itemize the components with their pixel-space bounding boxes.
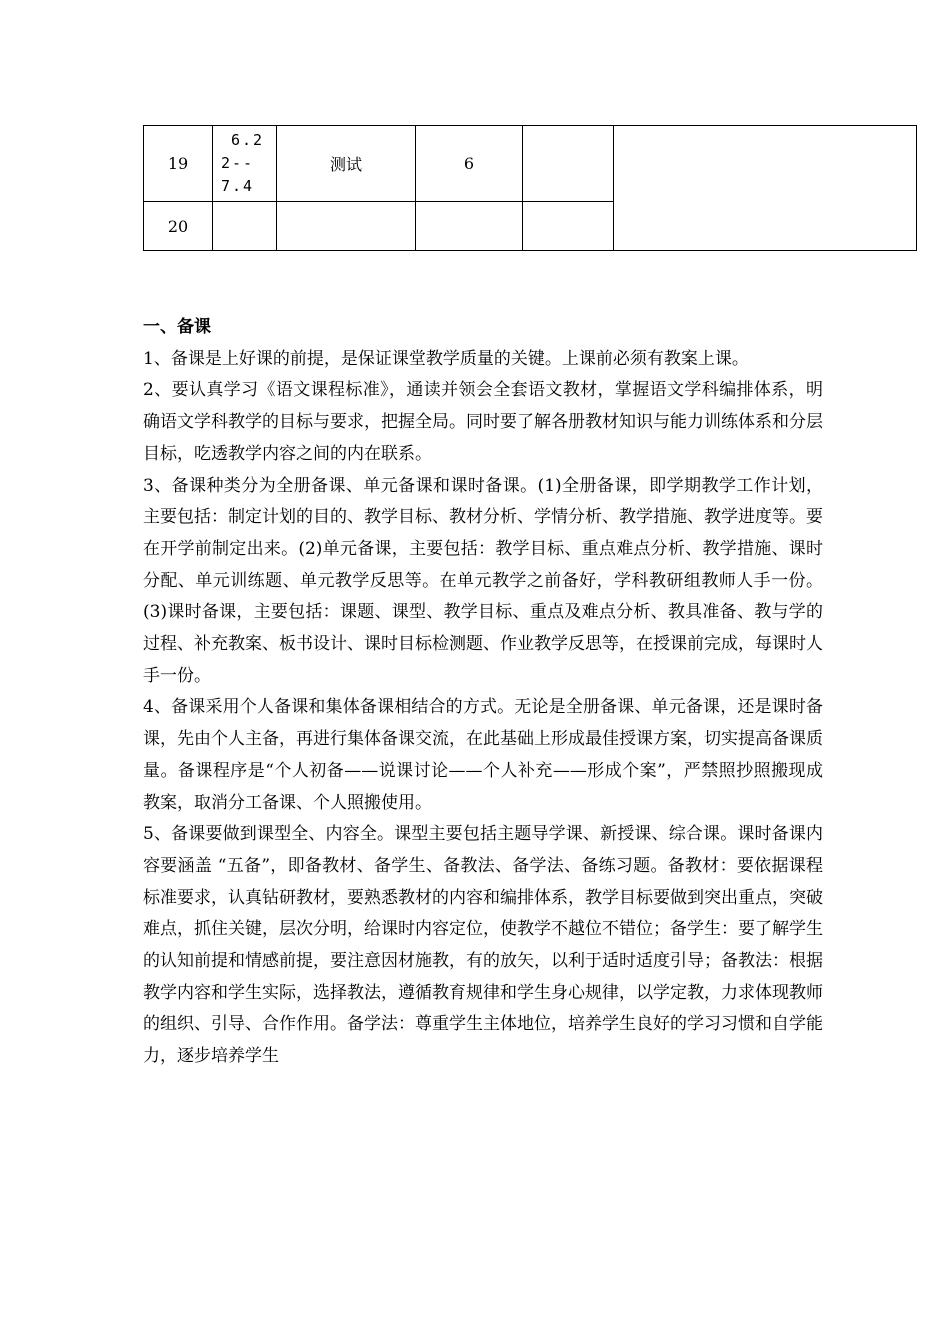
hours-cell: 6 xyxy=(416,126,523,202)
week-cell: 19 xyxy=(144,126,213,202)
paragraph-1: 1、备课是上好课的前提，是保证课堂教学质量的关键。上课前必须有教案上课。 xyxy=(143,348,749,369)
paragraph-4: 4、备课采用个人备课和集体备课相结合的方式。无论是全册备课、单元备课，还是课时备课，先由个人主备，再进行集体备课交流，在此基础上形成最佳授课方案，切实提高备课质量。备课程序是“个人初备——说课讨论——个人补充——形成个案”，严禁照抄照搬现成教案，取消分工备课、个人照搬使用。 xyxy=(143,697,823,813)
week-cell: 20 xyxy=(144,202,213,251)
date-cell xyxy=(213,202,277,251)
schedule-table xyxy=(143,125,917,251)
date-line: 6.2 xyxy=(231,131,265,149)
section-heading: 一、备课 xyxy=(143,317,211,337)
remarks-cell xyxy=(614,126,917,251)
note-cell xyxy=(523,202,614,251)
note-cell xyxy=(523,126,614,202)
paragraph-3: 3、备课种类分为全册备课、单元备课和课时备课。(1)全册备课，即学期教学工作计划，主要包括：制定计划的目的、教学目标、教材分析、学情分析、教学措施、教学进度等。要在开学前制定出来。(2)单元备课，主要包括：教学目标、重点难点分析、教学措施、课时分配、单元训练题、单元教学反思等。在单元教学之前备好，学科教研组教师人手一份。(3)课时备课，主要包括：课题、课型、教学目标、重点及难点分析、教具准备、教与学的过程、补充教案、板书设计、课时目标检测题、作业教学反思等，在授课前完成，每课时人手一份。 xyxy=(143,475,823,686)
table-row xyxy=(144,126,917,202)
hours-cell xyxy=(416,202,523,251)
date-line: 2-- xyxy=(221,154,255,172)
content-cell xyxy=(277,202,416,251)
paragraph-2: 2、要认真学习《语文课程标准》，通读并领会全套语文教材，掌握语文学科编排体系，明确语文学科教学的目标与要求，把握全局。同时要了解各册教材知识与能力训练体系和分层目标，吃透教学内容之间的内在联系。 xyxy=(143,380,823,464)
date-cell xyxy=(213,126,277,202)
content-cell: 测试 xyxy=(277,126,416,202)
document-body xyxy=(143,312,823,1073)
paragraph-5: 5、备课要做到课型全、内容全。课型主要包括主题导学课、新授课、综合课。课时备课内容要涵盖 “五备”，即备教材、备学生、备教法、备学法、备练习题。备教材：要依据课程标准要求，认真钻研教材，要熟悉教材的内容和编排体系，教学目标要做到突出重点，突破难点，抓住关键，层次分明，给课时内容定位，使教学不越位不错位；备学生：要了解学生的认知前提和情感前提，要注意因材施教，有的放矢，以利于适时适度引导；备教法：根据教学内容和学生实际，选择教法，遵循教育规律和学生身心规律，以学定教，力求体现教师的组织、引导、合作作用。备学法：尊重学生主体地位，培养学生良好的学习习惯和自学能力，逐步培养学生 xyxy=(143,824,823,1067)
date-line: 7.4 xyxy=(221,177,255,195)
